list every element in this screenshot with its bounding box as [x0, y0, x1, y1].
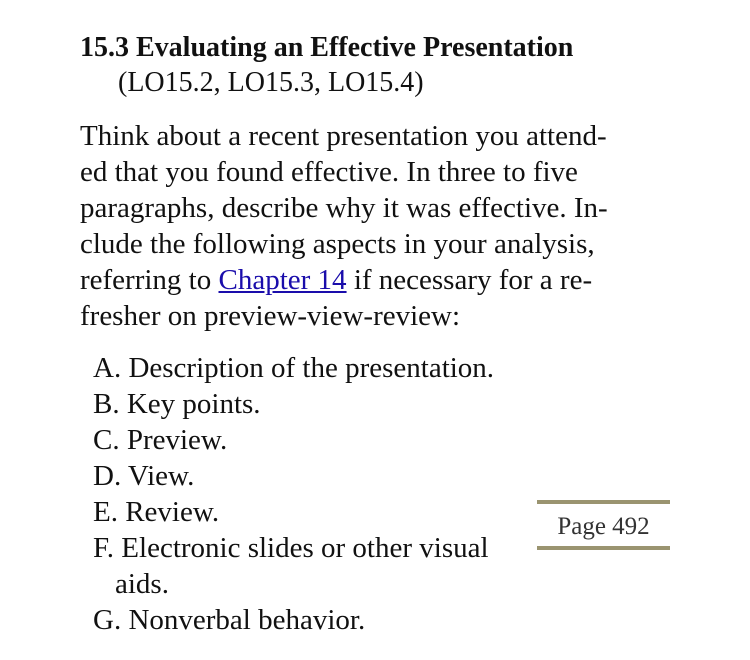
chapter-14-link[interactable]: Chapter 14: [218, 264, 347, 296]
section-heading: [80, 30, 720, 100]
paragraph-text: if necessary for a re-: [346, 264, 593, 296]
paragraph-line: clude the following aspects in your analysis,: [80, 228, 595, 260]
list-item: [93, 530, 553, 602]
list-item: E. Review.: [93, 496, 220, 528]
list-item: G. Nonverbal behavior.: [93, 604, 366, 636]
instruction-paragraph: [80, 118, 670, 334]
paragraph-text: referring to: [80, 264, 219, 296]
list-item: A. Description of the presentation.: [93, 352, 495, 384]
paragraph-line: paragraphs, describe why it was effective. In-: [80, 192, 608, 224]
page-number-marker: [537, 500, 670, 550]
list-item: B. Key points.: [93, 388, 261, 420]
paragraph-line: [80, 262, 670, 298]
paragraph-line: fresher on preview-view-review:: [80, 300, 461, 332]
list-item: C. Preview.: [93, 424, 228, 456]
section-title: 15.3 Evaluating an Effective Presentation: [80, 32, 574, 63]
list-item: D. View.: [93, 460, 195, 492]
list-item-text: F. Electronic slides or other visual: [93, 532, 489, 564]
page-number-label: Page 492: [557, 513, 650, 540]
list-item-continuation: aids.: [115, 568, 169, 600]
learning-objectives: (LO15.2, LO15.3, LO15.4): [118, 67, 424, 98]
paragraph-line: Think about a recent presentation you attend-: [80, 120, 607, 152]
aspects-list: [93, 350, 553, 638]
paragraph-line: ed that you found effective. In three to five: [80, 156, 578, 188]
